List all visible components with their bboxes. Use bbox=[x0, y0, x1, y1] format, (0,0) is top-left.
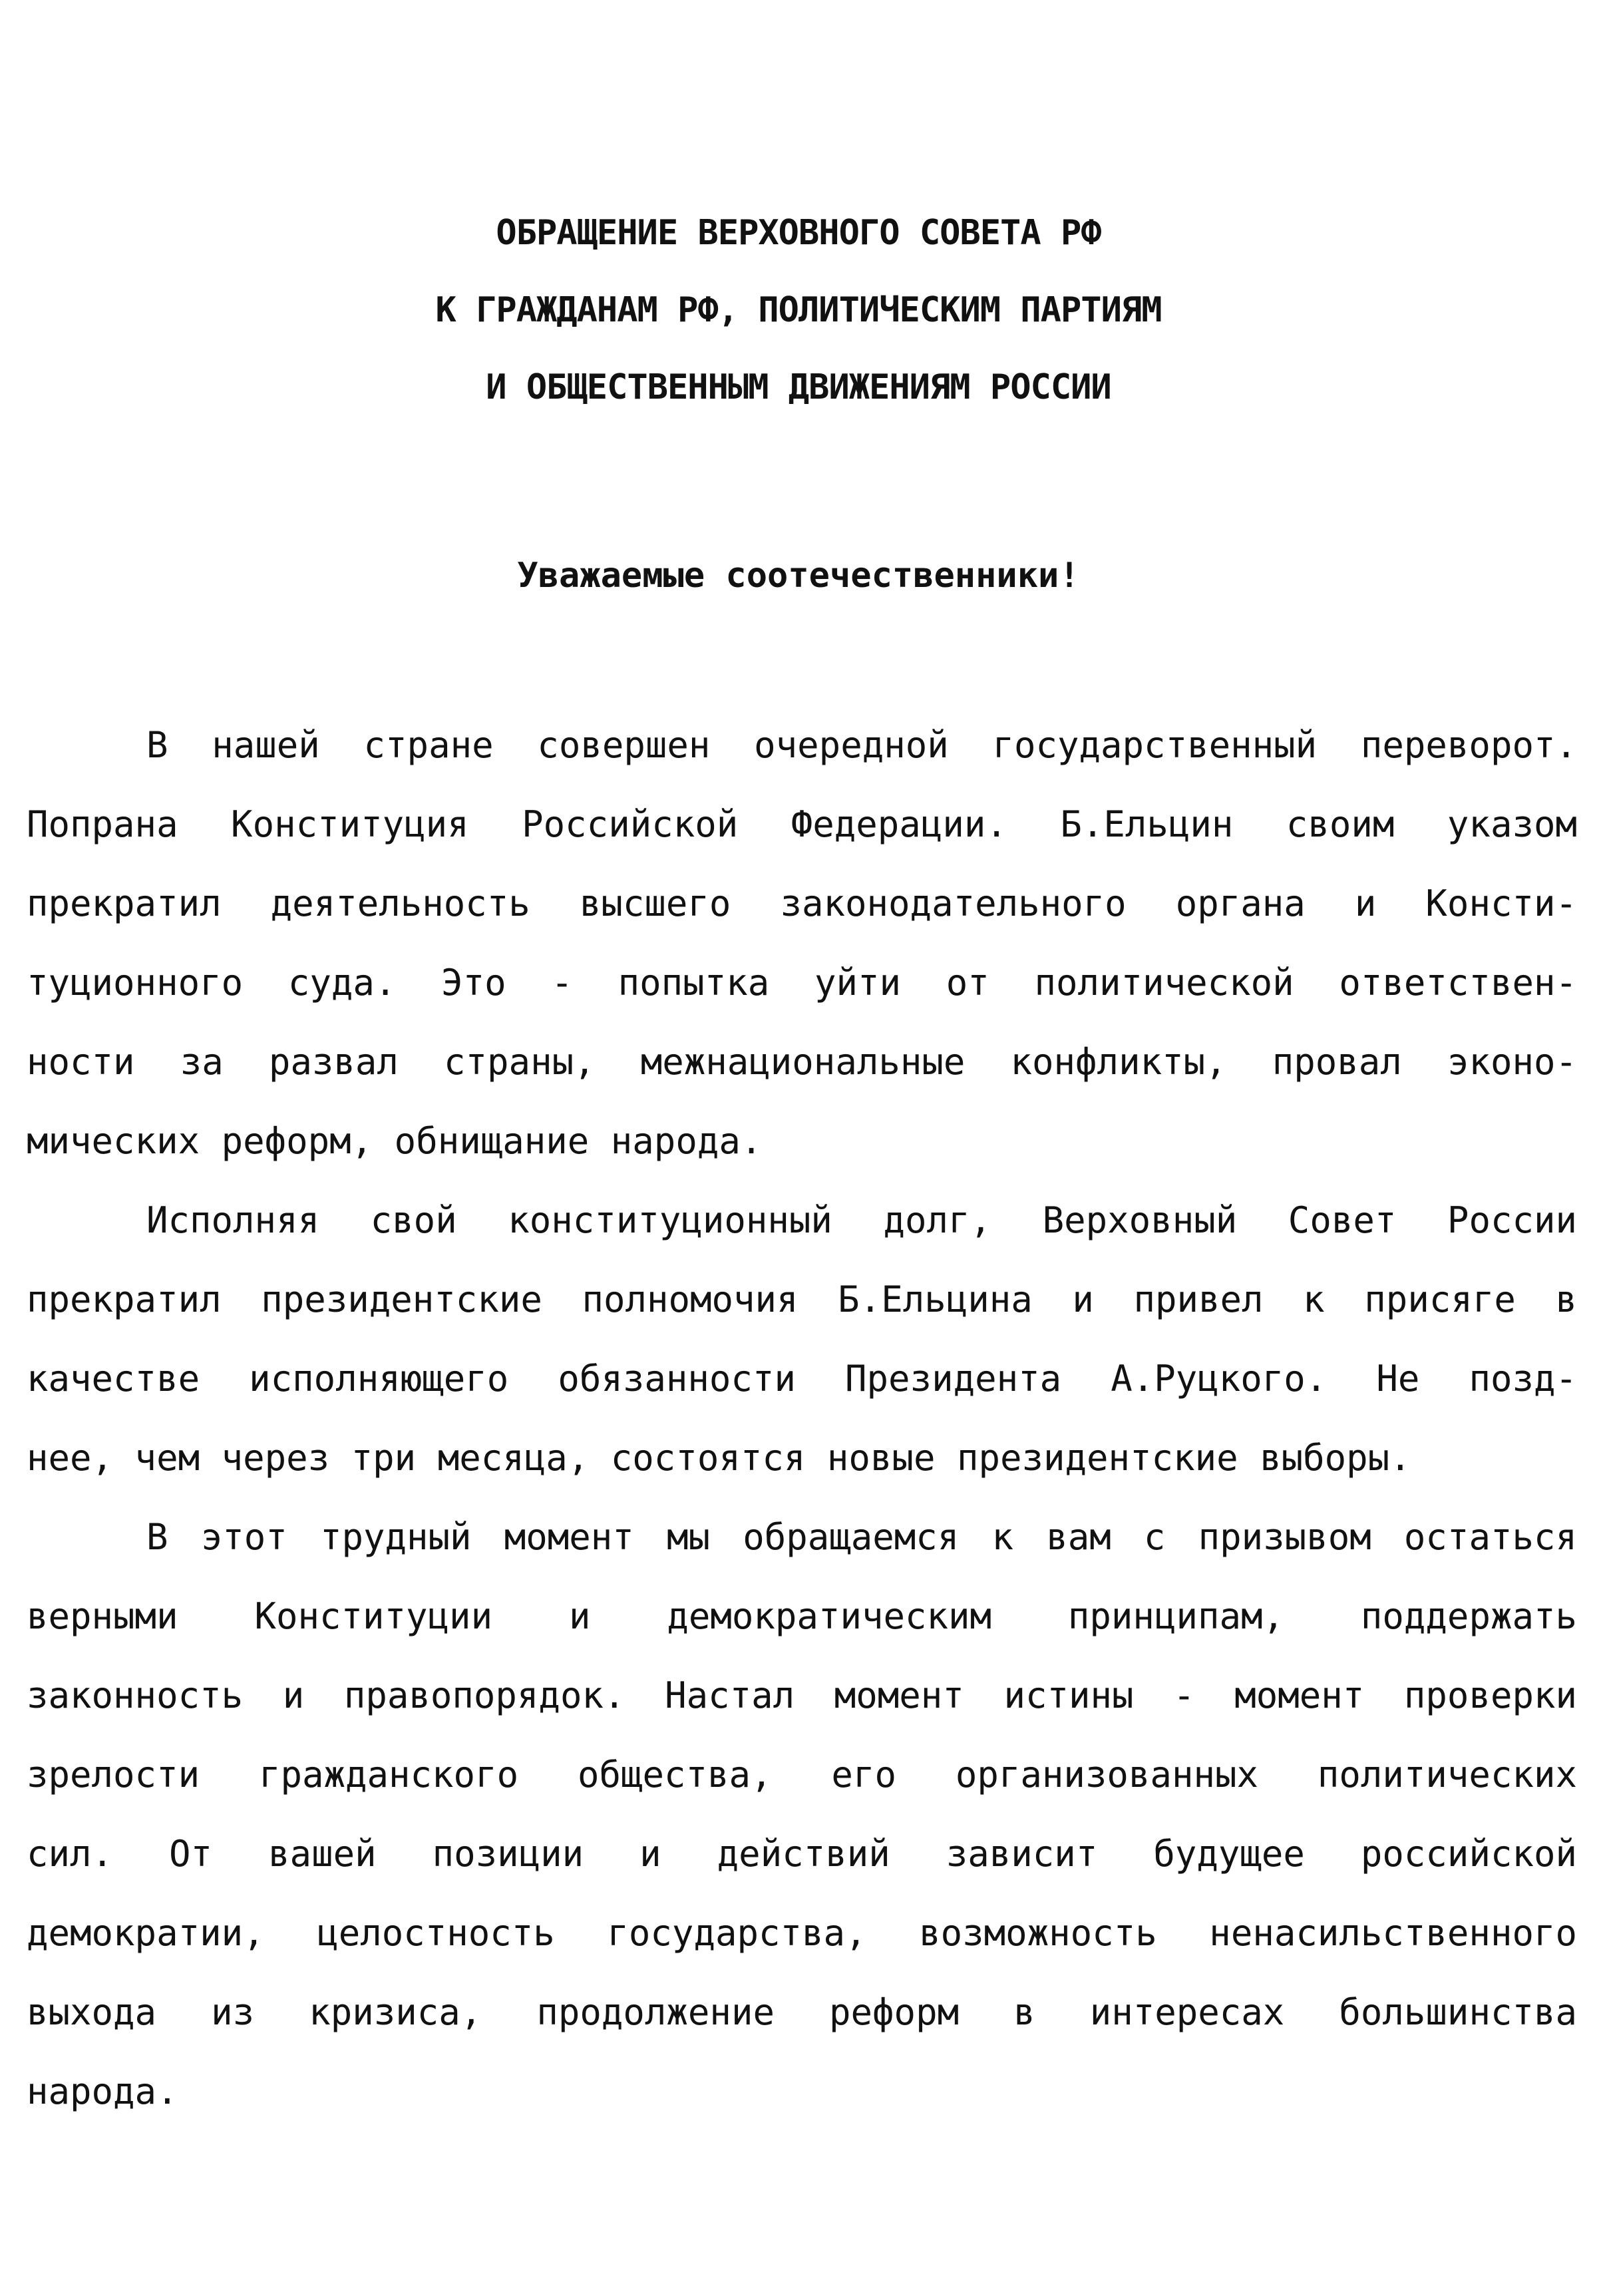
paragraph-line: верными Конституции и демократическим принципам, поддержать bbox=[27, 1595, 1577, 1637]
paragraph-line: Попрана Конституция Российской Федерации. Б.Ельцин своим указом bbox=[27, 803, 1577, 845]
paragraph-line: сил. От вашей позиции и действий зависит будущее российской bbox=[27, 1833, 1577, 1875]
paragraph-line: выхода из кризиса, продолжение реформ в интересах большинства bbox=[27, 1991, 1577, 2033]
body-text bbox=[27, 705, 1577, 2131]
paragraph-line: нее, чем через три месяца, состоятся новые президентские выборы. bbox=[27, 1437, 1411, 1479]
paragraph-line: ности за развал страны, межнациональные конфликты, провал эконо- bbox=[27, 1041, 1577, 1083]
paragraph-line: законность и правопорядок. Настал момент истины - момент проверки bbox=[27, 1674, 1577, 1716]
salutation: Уважаемые соотечественники! bbox=[517, 556, 1080, 596]
title-line-2: К ГРАЖДАНАМ РФ, ПОЛИТИЧЕСКИМ ПАРТИЯМ bbox=[435, 290, 1162, 330]
paragraph-3 bbox=[27, 1497, 1577, 2131]
title-line-3: И ОБЩЕСТВЕННЫМ ДВИЖЕНИЯМ РОССИИ bbox=[486, 367, 1111, 407]
paragraph-1 bbox=[27, 705, 1577, 1181]
paragraph-line: прекратил деятельность высшего законодательного органа и Консти- bbox=[27, 882, 1577, 924]
document-title bbox=[0, 194, 1597, 426]
paragraph-line: В нашей стране совершен очередной государственный переворот. bbox=[146, 724, 1577, 766]
paragraph-line: зрелости гражданского общества, его организованных политических bbox=[27, 1754, 1577, 1796]
paragraph-line: качестве исполняющего обязанности Президента А.Руцкого. Не позд- bbox=[27, 1358, 1577, 1400]
paragraph-line: прекратил президентские полномочия Б.Ельцина и привел к присяге в bbox=[27, 1278, 1577, 1320]
paragraph-line: народа. bbox=[27, 2070, 178, 2112]
paragraph-2 bbox=[27, 1181, 1577, 1497]
paragraph-line: В этот трудный момент мы обращаемся к вам с призывом остаться bbox=[146, 1516, 1577, 1558]
title-line-1: ОБРАЩЕНИЕ ВЕРХОВНОГО СОВЕТА РФ bbox=[496, 213, 1101, 253]
paragraph-line: туционного суда. Это - попытка уйти от политической ответствен- bbox=[27, 962, 1577, 1004]
paragraph-line: демократии, целостность государства, возможность ненасильственного bbox=[27, 1912, 1577, 1954]
paragraph-line: мических реформ, обнищание народа. bbox=[27, 1120, 763, 1162]
paragraph-line: Исполняя свой конституционный долг, Верховный Совет России bbox=[146, 1199, 1577, 1241]
